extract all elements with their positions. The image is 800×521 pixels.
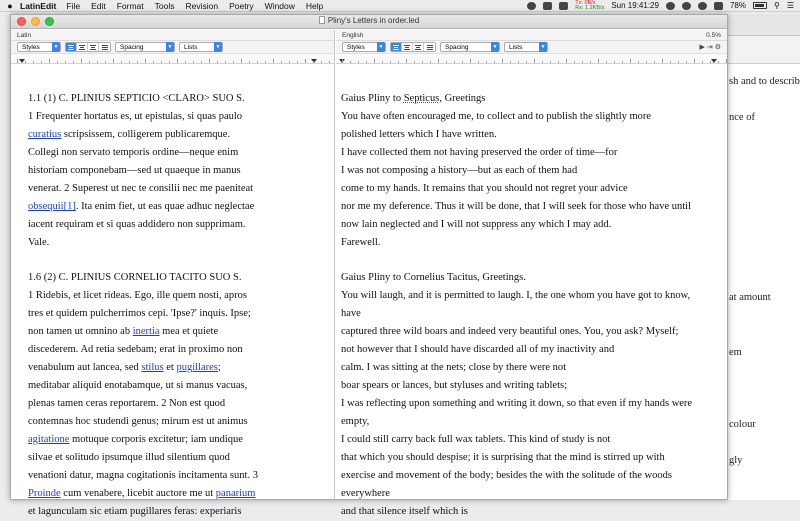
- pane-options: [700, 43, 721, 51]
- footnote-link[interactable]: inertia: [132, 326, 160, 337]
- ruler-tick: [73, 61, 74, 63]
- pane-language-label: Latin: [17, 32, 32, 39]
- ruler-tick: [342, 59, 343, 63]
- text-run: motuque corporis excitetur; iam undique: [69, 434, 243, 445]
- menu-help[interactable]: Help: [305, 0, 324, 11]
- text-run: Gaius Pliny to: [341, 93, 404, 104]
- text-line: [28, 377, 328, 395]
- text-run: nor me my deference. Thus it will be done, that I will seek for those who have until: [341, 201, 692, 212]
- time-machine-icon[interactable]: [666, 2, 675, 10]
- ruler-tick: [33, 61, 34, 63]
- spacing-dropdown[interactable]: [115, 42, 175, 52]
- ruler-tick: [105, 61, 106, 63]
- network-meter[interactable]: [575, 1, 604, 11]
- text-line: [28, 269, 328, 287]
- ruler-tick: [145, 59, 146, 63]
- ruler-tick: [606, 61, 607, 63]
- spotlight-icon[interactable]: ⚲: [773, 1, 780, 10]
- ruler-tick: [558, 61, 559, 63]
- lists-label: Lists: [184, 43, 198, 51]
- text-line: [28, 198, 328, 216]
- format-toolbar: [336, 41, 727, 54]
- menu-file[interactable]: File: [66, 0, 81, 11]
- text-line: [28, 90, 328, 108]
- battery-icon[interactable]: [753, 2, 767, 9]
- footnote-link[interactable]: curatius: [28, 129, 62, 140]
- ruler-tick: [185, 61, 186, 63]
- text-line: [341, 449, 721, 467]
- align-left-button[interactable]: [391, 43, 402, 51]
- text-run: scripsissem, colligerem publicaremque.: [61, 129, 231, 140]
- menu-bar: [0, 0, 800, 12]
- align-justify-button[interactable]: [424, 43, 435, 51]
- ruler-tick: [622, 61, 623, 63]
- text-line: [341, 234, 721, 252]
- ruler-tick: [694, 59, 695, 63]
- ruler-tick: [374, 59, 375, 63]
- ruler-tick: [382, 61, 383, 63]
- right-margin-marker[interactable]: [311, 59, 317, 63]
- align-right-button[interactable]: [413, 43, 424, 51]
- spacing-dropdown[interactable]: [440, 42, 500, 52]
- chevron-down-icon: ▼: [53, 44, 59, 50]
- ruler-tick: [406, 59, 407, 63]
- align-center-button[interactable]: [77, 43, 88, 51]
- text-run: and that silence itself which is: [341, 506, 468, 517]
- text-run: boar spears or lances, but styluses and writing tablets;: [341, 380, 567, 391]
- footnote-link[interactable]: panarium: [215, 488, 256, 499]
- text-run: plenas tamen ceras reportarem. 2 Non est quod: [28, 398, 226, 409]
- text-line: [28, 431, 328, 449]
- text-run: discederem. Ad retia sedebam; erat in proximo non: [28, 344, 243, 355]
- text-run: Collegi non servato temporis ordine—neque enim: [28, 147, 239, 158]
- pane-header: [336, 30, 727, 41]
- ruler-tick: [702, 61, 703, 63]
- text-line: [341, 485, 721, 503]
- text-line: [341, 287, 721, 305]
- menu-window[interactable]: Window: [264, 0, 295, 11]
- ruler-tick: [121, 61, 122, 63]
- status-area: [527, 1, 800, 11]
- ruler-tick: [321, 61, 322, 63]
- text-run: meditabar aliquid enotabamque, ut si manus vacuas,: [28, 380, 248, 391]
- spacing-label: Spacing: [445, 43, 469, 51]
- text-run: You will laugh, and it is permitted to laugh. I, the one whom you have got to know,: [341, 290, 691, 301]
- text-run: mea et quiete: [159, 326, 219, 337]
- text-run: cum venabere, licebit auctore me ut: [60, 488, 216, 499]
- ruler-tick: [518, 61, 519, 63]
- footnote-link[interactable]: agitatione: [28, 434, 70, 445]
- text-line: [28, 287, 328, 305]
- ruler-tick: [438, 59, 439, 63]
- menu-tools[interactable]: Tools: [154, 0, 175, 11]
- ruler-tick: [646, 61, 647, 63]
- text-run: . Ita enim fiet, ut eas quae adhuc neglectae: [75, 201, 255, 212]
- wifi-icon[interactable]: [698, 2, 707, 10]
- notification-center-icon[interactable]: ☰: [786, 1, 794, 10]
- text-line: [341, 377, 721, 395]
- text-run: everywhere: [341, 488, 390, 499]
- ruler-tick: [57, 61, 58, 63]
- english-text-area[interactable]: [341, 90, 721, 521]
- ruler-tick: [65, 61, 66, 63]
- text-line: [28, 359, 328, 377]
- ruler-tick: [470, 59, 471, 63]
- ruler-tick: [638, 61, 639, 63]
- ruler-tick: [329, 61, 330, 63]
- ruler-tick: [313, 61, 314, 63]
- net-rx: Rx: 1.2KB/s: [575, 4, 605, 11]
- text-run: calm. I was sitting at the nets; close by there were not: [341, 362, 567, 373]
- styles-dropdown[interactable]: [17, 42, 61, 52]
- text-line: [28, 323, 328, 341]
- text-line: [341, 252, 721, 269]
- ruler-tick: [726, 59, 727, 63]
- alignment-group: [65, 42, 111, 52]
- text-line: [28, 126, 328, 144]
- text-line: [341, 180, 721, 198]
- text-run: et lagunculam sic etiam pugillares feras: experiaris: [28, 506, 242, 517]
- text-run: tres et quidem pulcherrimos cepi. 'Ipse?' inquis. Ipse;: [28, 308, 251, 319]
- text-line: [341, 503, 721, 521]
- text-line: [341, 323, 721, 341]
- ruler-tick: [193, 61, 194, 63]
- text-line: [28, 180, 328, 198]
- title-bar[interactable]: [11, 15, 727, 29]
- text-line: [28, 162, 328, 180]
- right-margin-marker[interactable]: [711, 59, 717, 63]
- ruler-tick: [478, 61, 479, 63]
- ruler-tick: [97, 61, 98, 63]
- text-run: come to my hands. It remains that you should not regret your advice: [341, 183, 628, 194]
- text-run: historiam componebam—sed ut quaeque in manus: [28, 165, 241, 176]
- menu-edit[interactable]: Edit: [91, 0, 106, 11]
- flag-icon[interactable]: [714, 2, 723, 10]
- footnote-link[interactable]: Proinde: [28, 488, 61, 499]
- ruler-tick: [550, 61, 551, 63]
- gear-icon[interactable]: ⚙: [714, 44, 721, 51]
- text-line: [28, 503, 328, 521]
- styles-label: Styles: [347, 43, 365, 51]
- ruler-tick: [358, 61, 359, 63]
- chevron-down-icon: ▼: [215, 44, 221, 50]
- flagged-word[interactable]: Septicus: [403, 93, 440, 104]
- text-run: venabulum aut lancea, sed: [28, 362, 142, 373]
- text-run: 1.1 (1) C. PLINIUS SEPTICIO <CLARO> SUO S.: [28, 93, 245, 104]
- spacing-label: Spacing: [120, 43, 144, 51]
- text-line: [28, 305, 328, 323]
- background-text: colour: [729, 419, 756, 430]
- ruler-tick: [89, 61, 90, 63]
- menu-format[interactable]: Format: [116, 0, 144, 11]
- text-run: have: [341, 308, 361, 319]
- text-run: I could still carry back full wax tablets. This kind of study is not: [341, 434, 611, 445]
- ruler-tick: [281, 61, 282, 63]
- text-run: Farewell.: [341, 237, 381, 248]
- ruler-tick: [81, 59, 82, 63]
- ruler-tick: [510, 61, 511, 63]
- lists-label: Lists: [509, 43, 523, 51]
- bluetooth-icon[interactable]: [682, 2, 691, 10]
- text-run: contemnas hoc studendi genus; mirum est ut animus: [28, 416, 248, 427]
- ruler-tick: [526, 61, 527, 63]
- app-menu[interactable]: LatinEdit: [20, 0, 57, 11]
- notes-icon[interactable]: [559, 2, 568, 10]
- text-run: venationi datur, magna cogitationis incitamenta sunt. 3: [28, 470, 258, 481]
- text-line: [341, 305, 721, 323]
- ruler-tick: [678, 61, 679, 63]
- text-line: [28, 341, 328, 359]
- ruler-tick: [598, 59, 599, 63]
- text-run: empty,: [341, 416, 370, 427]
- text-line: [341, 269, 721, 287]
- text-run: silvae et solitudo ipsumque illud silentium quod: [28, 452, 230, 463]
- ruler-tick: [209, 59, 210, 63]
- dropbox-icon[interactable]: [543, 2, 552, 10]
- ruler-tick: [542, 61, 543, 63]
- text-run: 1.6 (2) C. PLINIUS CORNELIO TACITO SUO S.: [28, 272, 242, 283]
- window-title-text: Pliny's Letters in order.led: [327, 16, 420, 25]
- chevron-down-icon: ▼: [378, 44, 384, 50]
- footnote-link[interactable]: obsequii[1]: [28, 201, 76, 212]
- align-right-button[interactable]: [88, 43, 99, 51]
- ruler-tick: [398, 61, 399, 63]
- ruler-tick: [169, 61, 170, 63]
- ruler-tick: [225, 61, 226, 63]
- ruler-tick: [582, 61, 583, 63]
- text-line: [28, 216, 328, 234]
- text-run: not however that I should have discarded all of my inactivity and: [341, 344, 615, 355]
- document-window: [10, 14, 728, 517]
- text-line: [341, 126, 721, 144]
- ruler-tick: [177, 59, 178, 63]
- ruler[interactable]: [336, 54, 727, 64]
- text-line: [341, 341, 721, 359]
- ruler-tick: [590, 61, 591, 63]
- menu-poetry[interactable]: Poetry: [229, 0, 254, 11]
- menu-revision[interactable]: Revision: [185, 0, 219, 11]
- ruler-tick: [249, 61, 250, 63]
- latin-pane[interactable]: [11, 30, 335, 517]
- english-pane[interactable]: [336, 30, 727, 517]
- background-text: nce of: [729, 112, 755, 123]
- text-line: [28, 413, 328, 431]
- ruler[interactable]: [11, 54, 334, 64]
- ruler-tick: [614, 61, 615, 63]
- styles-label: Styles: [22, 43, 40, 51]
- text-run: 1 Frequenter hortatus es, ut epistulas, si quas paulo: [28, 111, 243, 122]
- text-line: [341, 144, 721, 162]
- alignment-group: [390, 42, 436, 52]
- window-title: [11, 16, 727, 25]
- pane-language-label: English: [342, 32, 364, 39]
- ruler-tick: [462, 61, 463, 63]
- ruler-tick: [534, 59, 535, 63]
- text-line: [341, 467, 721, 485]
- text-run: exercise and movement of the body; besides the with the solitude of the woods: [341, 470, 672, 481]
- text-line: [28, 234, 328, 252]
- text-line: [341, 413, 721, 431]
- tab-icon[interactable]: ⇥: [706, 44, 713, 51]
- ruler-tick: [17, 59, 18, 63]
- styles-dropdown[interactable]: [342, 42, 386, 52]
- ruler-tick: [454, 61, 455, 63]
- text-run: iacent requiram et si quas addidero non supprimam.: [28, 219, 246, 230]
- text-run: venerat. 2 Superest ut nec te consilii nec me paeniteat: [28, 183, 254, 194]
- text-line: [28, 395, 328, 413]
- ruler-tick: [430, 61, 431, 63]
- text-run: non tamen ut omnino ab: [28, 326, 133, 337]
- ruler-tick: [710, 61, 711, 63]
- background-text: gly: [729, 455, 743, 466]
- align-center-button[interactable]: [402, 43, 413, 51]
- pane-header: [11, 30, 334, 41]
- text-run: I was not composing a history—but as each of them had: [341, 165, 578, 176]
- zoom-level: 0.5%: [706, 32, 721, 39]
- text-line: [28, 467, 328, 485]
- background-text: sh and to describ: [729, 76, 800, 87]
- chevron-down-icon: ▼: [492, 44, 498, 50]
- ruler-tick: [25, 61, 26, 63]
- lists-dropdown[interactable]: [504, 42, 548, 52]
- ruler-tick: [41, 61, 42, 63]
- text-line: [341, 359, 721, 377]
- ruler-tick: [390, 61, 391, 63]
- ruler-tick: [414, 61, 415, 63]
- ruler-tick: [422, 61, 423, 63]
- text-line: [28, 252, 328, 269]
- text-line: [341, 162, 721, 180]
- text-line: [28, 108, 328, 126]
- text-run: Gaius Pliny to Cornelius Tacitus, Greetings.: [341, 272, 526, 283]
- text-run: ;: [217, 362, 221, 373]
- text-line: [341, 216, 721, 234]
- ruler-tick: [217, 61, 218, 63]
- lists-dropdown[interactable]: [179, 42, 223, 52]
- text-run: 1 Ridebis, et licet rideas. Ego, ille quem nosti, apros: [28, 290, 247, 301]
- text-run: I was reflecting upon something and writing it down, so that even if my hands were: [341, 398, 693, 409]
- ruler-tick: [297, 61, 298, 63]
- text-line: [28, 485, 328, 503]
- ruler-tick: [305, 59, 306, 63]
- background-text: at amount: [729, 292, 771, 303]
- footnote-link[interactable]: pugillares: [176, 362, 218, 373]
- text-line: [341, 90, 721, 108]
- ruler-tick: [662, 59, 663, 63]
- ruler-tick: [137, 61, 138, 63]
- text-run: Vale.: [28, 237, 50, 248]
- ruler-tick: [486, 61, 487, 63]
- ruler-tick: [366, 61, 367, 63]
- ruler-tick: [161, 61, 162, 63]
- apple-menu-icon[interactable]: ●: [7, 0, 13, 11]
- ruler-tick: [265, 61, 266, 63]
- ruler-tick: [654, 61, 655, 63]
- ruler-tick: [686, 61, 687, 63]
- ruler-tick: [257, 61, 258, 63]
- chevron-down-icon: ▼: [540, 44, 546, 50]
- text-run: , Greetings: [439, 93, 486, 104]
- text-run: now lain neglected and I will not suppress any which I may add.: [341, 219, 612, 230]
- document-icon: [319, 16, 325, 24]
- format-toolbar: [11, 41, 334, 54]
- ruler-tick: [446, 61, 447, 63]
- text-line: [28, 144, 328, 162]
- align-justify-button[interactable]: [99, 43, 110, 51]
- ruler-tick: [630, 59, 631, 63]
- ruler-tick: [233, 61, 234, 63]
- ruler-tick: [502, 59, 503, 63]
- ruler-tick: [289, 61, 290, 63]
- align-left-button[interactable]: [66, 43, 77, 51]
- ruler-tick: [201, 61, 202, 63]
- battery-percent[interactable]: 78%: [729, 1, 746, 10]
- ruler-tick: [273, 59, 274, 63]
- play-icon[interactable]: ▶: [699, 44, 705, 51]
- ruler-tick: [241, 59, 242, 63]
- ruler-tick: [718, 61, 719, 63]
- ruler-tick: [566, 59, 567, 63]
- text-run: I have collected them not having preserved the order of time—for: [341, 147, 618, 158]
- clock[interactable]: Sun 19:41:29: [611, 1, 659, 10]
- ruler-tick: [49, 59, 50, 63]
- text-line: [341, 108, 721, 126]
- footnote-link[interactable]: stilus: [141, 362, 164, 373]
- chevron-down-icon: ▼: [167, 44, 173, 50]
- ruler-tick: [574, 61, 575, 63]
- creative-cloud-icon[interactable]: [527, 2, 536, 10]
- ruler-tick: [129, 61, 130, 63]
- text-run: that which you should despise; it is surprising that the mind is stirred up with: [341, 452, 665, 463]
- background-text: em: [729, 347, 742, 358]
- latin-text-area[interactable]: [28, 90, 328, 521]
- text-line: [341, 198, 721, 216]
- text-line: [341, 395, 721, 413]
- text-line: [341, 431, 721, 449]
- ruler-tick: [153, 61, 154, 63]
- text-run: You have often encouraged me, to collect and to publish the slightly more: [341, 111, 652, 122]
- text-run: et: [163, 362, 177, 373]
- ruler-tick: [113, 59, 114, 63]
- text-line: [28, 449, 328, 467]
- ruler-tick: [350, 61, 351, 63]
- text-run: polished letters which I have written.: [341, 129, 497, 140]
- net-tx: Tx: 0B/s: [575, 0, 596, 6]
- ruler-tick: [494, 61, 495, 63]
- text-run: captured three wild boars and indeed very beautiful ones. You, you ask? Myself;: [341, 326, 679, 337]
- ruler-tick: [670, 61, 671, 63]
